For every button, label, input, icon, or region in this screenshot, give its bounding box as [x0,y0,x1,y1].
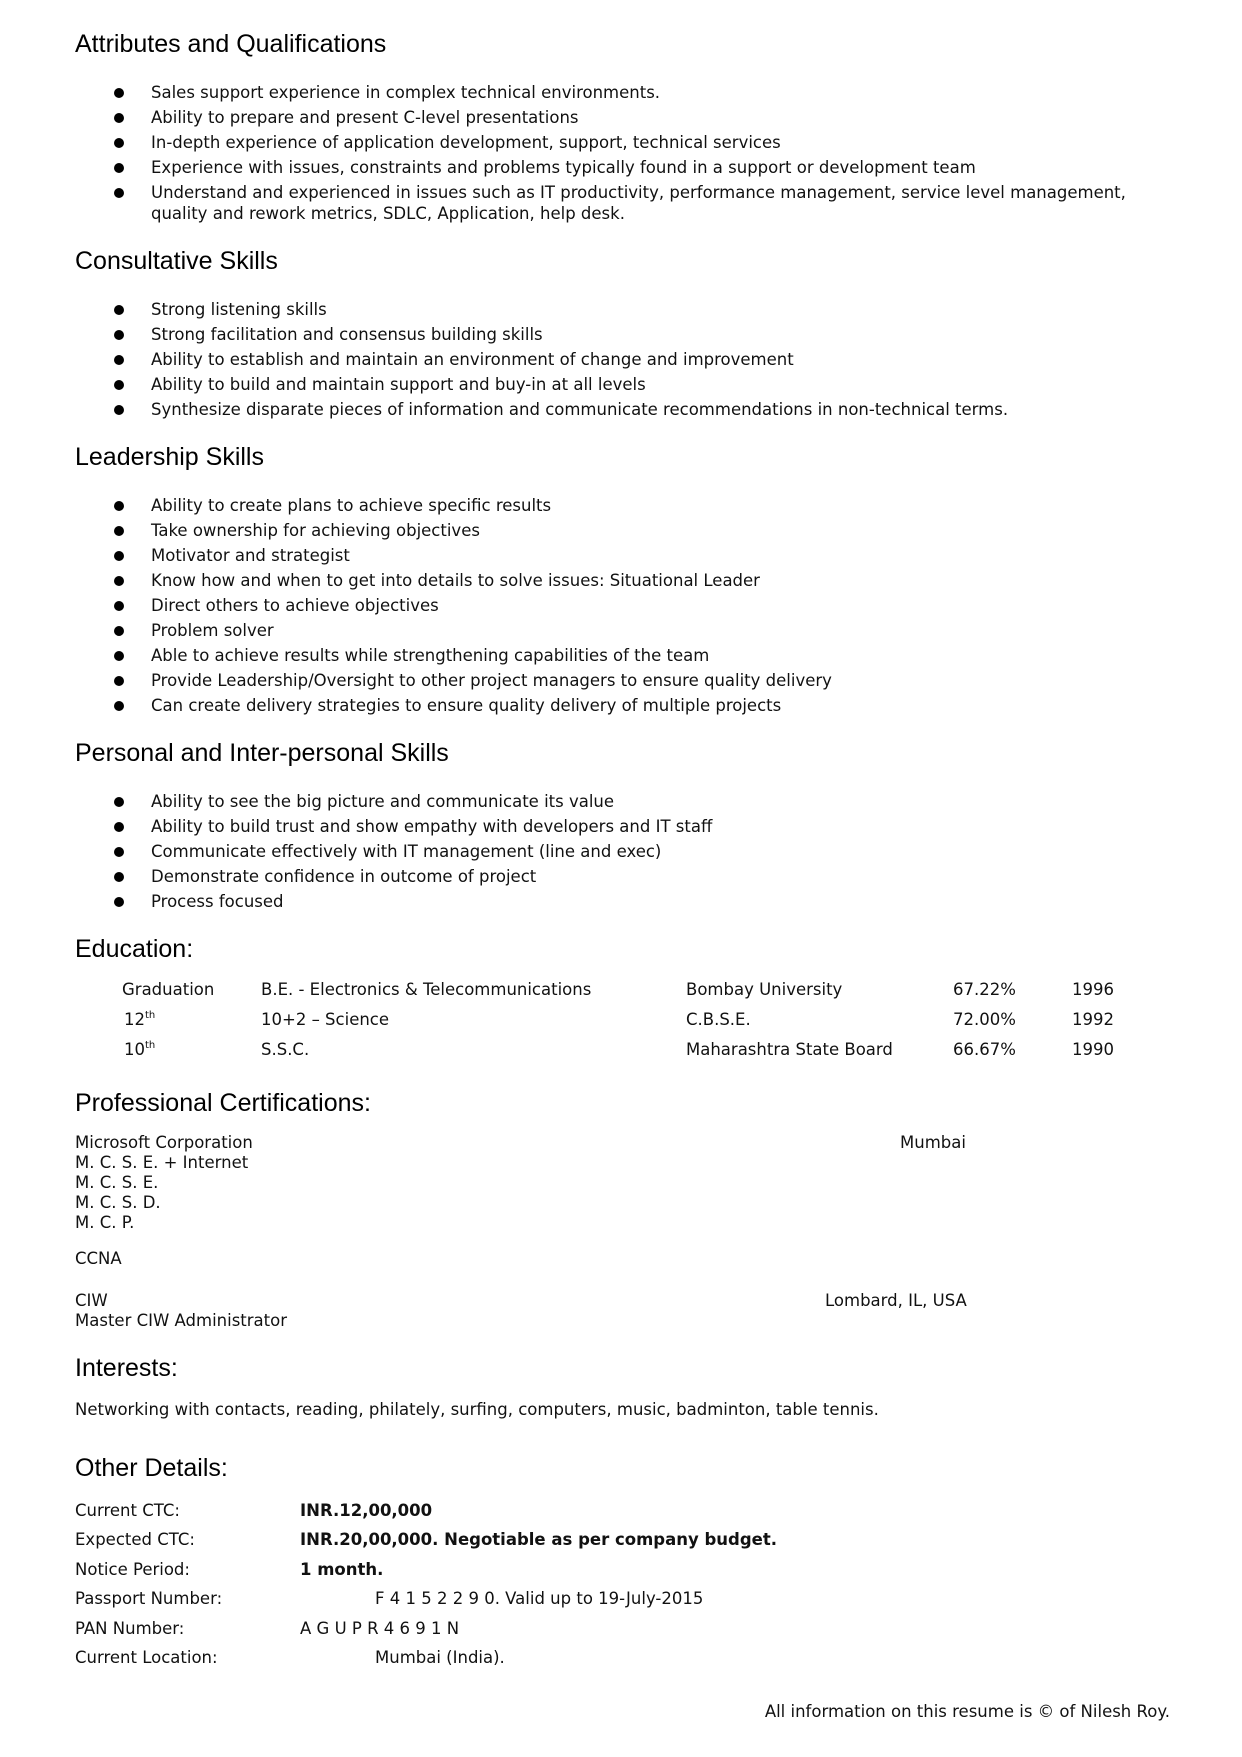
education-year: 1990 [1072,1040,1114,1059]
cert-item: M. C. S. E. + Internet [75,1153,249,1172]
education-level: Graduation [122,980,215,999]
bullet [114,88,124,98]
education-degree: 10+2 – Science [261,1010,390,1029]
cert-item: M. C. S. D. [75,1193,161,1212]
bullet [114,305,124,315]
bullet [114,380,124,390]
personal-item: Process focused [151,892,284,911]
personal-item: Ability to build trust and show empathy with developers and IT staff [151,817,713,836]
cert-org-ciw: CIW [75,1291,108,1310]
education-degree: S.S.C. [261,1040,310,1059]
section-heading-interests: Interests: [75,1354,178,1382]
interests-text: Networking with contacts, reading, philately, surfing, computers, music, badminton, table tennis. [75,1400,879,1419]
section-heading-certifications: Professional Certifications: [75,1089,371,1117]
consultative-item: Strong listening skills [151,300,327,319]
cert-location-ciw: Lombard, IL, USA [825,1291,967,1310]
detail-label: Passport Number: [75,1589,223,1608]
education-percent: 72.00% [953,1010,1016,1029]
cert-item: M. C. P. [75,1213,135,1232]
personal-item: Demonstrate confidence in outcome of project [151,867,537,886]
consultative-item: Ability to establish and maintain an environment of change and improvement [151,350,794,369]
bullet [114,526,124,536]
detail-label: Current Location: [75,1648,218,1667]
cert-location-microsoft: Mumbai [900,1133,966,1152]
detail-label: Current CTC: [75,1501,180,1520]
bullet [114,601,124,611]
detail-label: PAN Number: [75,1619,185,1638]
bullet [114,113,124,123]
detail-label: Notice Period: [75,1560,190,1579]
leadership-item: Ability to create plans to achieve specific results [151,496,552,515]
bullet [114,701,124,711]
copyright-footer: All information on this resume is © of Nilesh Roy. [764,1702,1170,1721]
bullet [114,188,124,198]
bullet [114,163,124,173]
bullet [114,355,124,365]
attribute-item: Sales support experience in complex technical environments. [151,83,661,102]
detail-value: 1 month. [300,1560,384,1579]
detail-value: Mumbai (India). [375,1648,505,1667]
cert-item: M. C. S. E. [75,1173,159,1192]
section-heading-other: Other Details: [75,1454,228,1482]
education-level: 10th [124,1040,156,1059]
detail-value: A G U P R 4 6 9 1 N [300,1619,460,1638]
leadership-item: Know how and when to get into details to solve issues: Situational Leader [151,571,760,590]
bullet [114,551,124,561]
bullet [114,872,124,882]
personal-item: Ability to see the big picture and communicate its value [151,792,615,811]
bullet [114,822,124,832]
detail-value: INR.12,00,000 [300,1501,433,1520]
leadership-item: Take ownership for achieving objectives [151,521,480,540]
detail-value: INR.20,00,000. Negotiable as per company budget. [300,1530,777,1549]
leadership-item: Direct others to achieve objectives [151,596,439,615]
attribute-item: Ability to prepare and present C-level presentations [151,108,579,127]
bullet [114,138,124,148]
attribute-item-continuation: quality and rework metrics, SDLC, Application, help desk. [151,204,625,223]
consultative-item: Strong facilitation and consensus building skills [151,325,543,344]
education-year: 1996 [1072,980,1114,999]
attribute-item: Understand and experienced in issues such as IT productivity, performance management, service level management, [151,183,1126,202]
bullet [114,626,124,636]
bullet [114,847,124,857]
education-percent: 67.22% [953,980,1016,999]
bullet [114,651,124,661]
cert-org-microsoft: Microsoft Corporation [75,1133,253,1152]
personal-item: Communicate effectively with IT management (line and exec) [151,842,662,861]
bullet [114,330,124,340]
attribute-item: In-depth experience of application development, support, technical services [151,133,781,152]
education-degree: B.E. - Electronics & Telecommunications [261,980,592,999]
section-heading-education: Education: [75,935,194,963]
leadership-item: Provide Leadership/Oversight to other project managers to ensure quality delivery [151,671,832,690]
education-board: Maharashtra State Board [686,1040,893,1059]
education-percent: 66.67% [953,1040,1016,1059]
education-level: 12th [124,1010,156,1029]
leadership-item: Motivator and strategist [151,546,350,565]
leadership-item: Able to achieve results while strengthening capabilities of the team [151,646,710,665]
section-heading-personal: Personal and Inter-personal Skills [75,739,449,767]
bullet [114,797,124,807]
detail-value: F 4 1 5 2 2 9 0. Valid up to 19-July-2015 [375,1589,704,1608]
education-board: Bombay University [686,980,843,999]
attribute-item: Experience with issues, constraints and problems typically found in a support or development team [151,158,976,177]
leadership-item: Problem solver [151,621,274,640]
bullet [114,501,124,511]
consultative-item: Ability to build and maintain support and buy-in at all levels [151,375,646,394]
education-year: 1992 [1072,1010,1114,1029]
cert-item: Master CIW Administrator [75,1311,288,1330]
bullet [114,405,124,415]
detail-label: Expected CTC: [75,1530,195,1549]
bullet [114,576,124,586]
education-board: C.B.S.E. [686,1010,751,1029]
consultative-item: Synthesize disparate pieces of information and communicate recommendations in non-technical terms. [151,400,1009,419]
bullet [114,897,124,907]
section-heading-consultative: Consultative Skills [75,247,278,275]
cert-ccna: CCNA [75,1249,122,1268]
section-heading-attributes: Attributes and Qualifications [75,30,387,58]
section-heading-leadership: Leadership Skills [75,443,264,471]
leadership-item: Can create delivery strategies to ensure quality delivery of multiple projects [151,696,782,715]
bullet [114,676,124,686]
